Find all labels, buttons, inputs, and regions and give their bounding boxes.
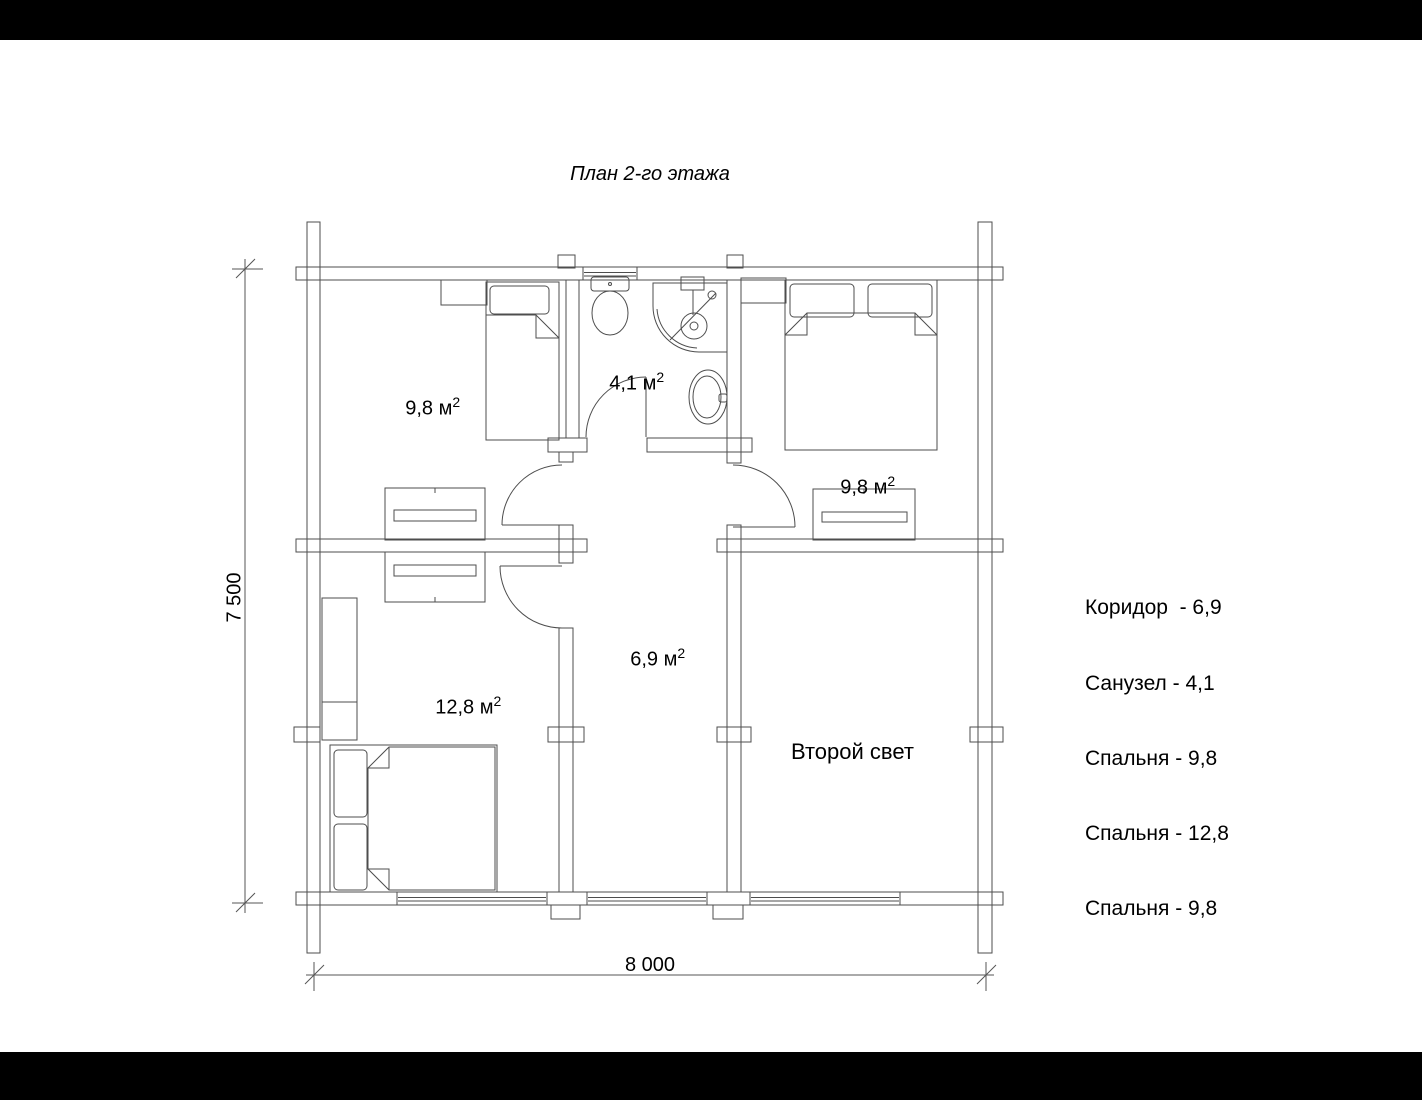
wall-mid-left bbox=[296, 539, 587, 552]
wall-left bbox=[307, 222, 320, 953]
blanket bbox=[785, 313, 937, 450]
wardrobe-handle bbox=[394, 565, 476, 576]
legend-item: Санузел - 4,1 bbox=[1085, 671, 1215, 695]
log-tick-corridor-right bbox=[717, 727, 751, 742]
room-area-value: 9,8 м bbox=[405, 397, 453, 420]
room-label-bedroom-bottom-left bbox=[413, 670, 501, 743]
closet bbox=[322, 598, 357, 702]
room-label-bedroom-top-right bbox=[818, 450, 895, 523]
pillow bbox=[490, 286, 549, 314]
pillow bbox=[334, 824, 367, 890]
pillow bbox=[334, 750, 367, 817]
washbasin-icon bbox=[689, 370, 727, 424]
legend bbox=[1085, 546, 1229, 971]
window-bottom-corridor bbox=[587, 892, 707, 905]
door-bedroom-bottom-left bbox=[500, 566, 562, 628]
window-bottom-void bbox=[750, 892, 900, 905]
room-area-sup: 2 bbox=[677, 645, 686, 661]
page-title: План 2-го этажа bbox=[570, 163, 730, 185]
closet bbox=[322, 702, 357, 740]
room-area-sup: 2 bbox=[452, 394, 461, 410]
legend-item: Спальня - 9,8 bbox=[1085, 897, 1218, 921]
blanket bbox=[486, 315, 559, 440]
log-tick-exterior-right bbox=[970, 727, 1003, 742]
wall-right bbox=[978, 222, 992, 953]
exterior-walls bbox=[296, 222, 1003, 953]
room-area-value: 12,8 м bbox=[435, 696, 494, 719]
double-bed bbox=[330, 745, 497, 892]
log-end-top-left bbox=[558, 255, 575, 268]
toilet-icon bbox=[591, 277, 629, 335]
log-end-bottom-left bbox=[551, 905, 580, 919]
room-area-value: 4,1 м bbox=[609, 372, 657, 395]
wall-bottom bbox=[296, 892, 1003, 905]
dimension-label-height: 7 500 bbox=[223, 572, 246, 623]
room-label-corridor bbox=[608, 622, 685, 695]
room-area-sup: 2 bbox=[493, 693, 502, 709]
window-bottom-bedroom bbox=[397, 892, 547, 905]
wall-top bbox=[296, 267, 1003, 280]
room-area-sup: 2 bbox=[656, 369, 665, 385]
wall-jamb-cap bbox=[559, 452, 573, 462]
door-bedroom-top-left bbox=[502, 465, 562, 525]
log-tick-corridor-left bbox=[548, 727, 584, 742]
wardrobe-handle bbox=[394, 510, 476, 521]
room-area-value: 6,9 м bbox=[630, 648, 678, 671]
room-area-sup: 2 bbox=[887, 473, 896, 489]
corridor-wardrobes bbox=[385, 488, 485, 602]
shelf-niche bbox=[441, 280, 487, 305]
wall-corridor-right-upper bbox=[727, 280, 741, 463]
dimension-label-width: 8 000 bbox=[624, 954, 676, 976]
wall-corridor-left-mid bbox=[559, 525, 573, 563]
wardrobe bbox=[385, 488, 485, 540]
pillow bbox=[790, 284, 854, 317]
shelf-niche bbox=[741, 278, 786, 303]
log-end-top-right bbox=[727, 255, 743, 268]
wardrobe bbox=[385, 552, 485, 602]
wall-mid-right bbox=[717, 539, 1003, 552]
wall-corridor-left-lower bbox=[559, 628, 573, 892]
legend-item: Спальня - 9,8 bbox=[1085, 746, 1218, 770]
legend-item: Спальня - 12,8 bbox=[1085, 822, 1229, 846]
legend-item: Коридор - 6,9 bbox=[1085, 596, 1222, 620]
room-area-value: 9,8 м bbox=[840, 476, 888, 499]
door-bedroom-top-right bbox=[733, 465, 795, 527]
room-label-bathroom bbox=[587, 346, 664, 419]
wall-corridor-right-lower bbox=[727, 525, 741, 892]
double-bed bbox=[785, 280, 937, 450]
shower-icon bbox=[653, 277, 727, 352]
log-end-bottom-right bbox=[713, 905, 743, 919]
room-label-bedroom-top-left bbox=[383, 371, 460, 444]
wall-bathroom-bottom bbox=[647, 438, 752, 452]
pillow bbox=[868, 284, 932, 317]
single-bed bbox=[486, 282, 559, 440]
room-label-second-light: Второй свет bbox=[791, 739, 914, 764]
wall-bathroom-left bbox=[566, 280, 579, 438]
furniture-bedroom-bottom-left bbox=[322, 598, 497, 892]
